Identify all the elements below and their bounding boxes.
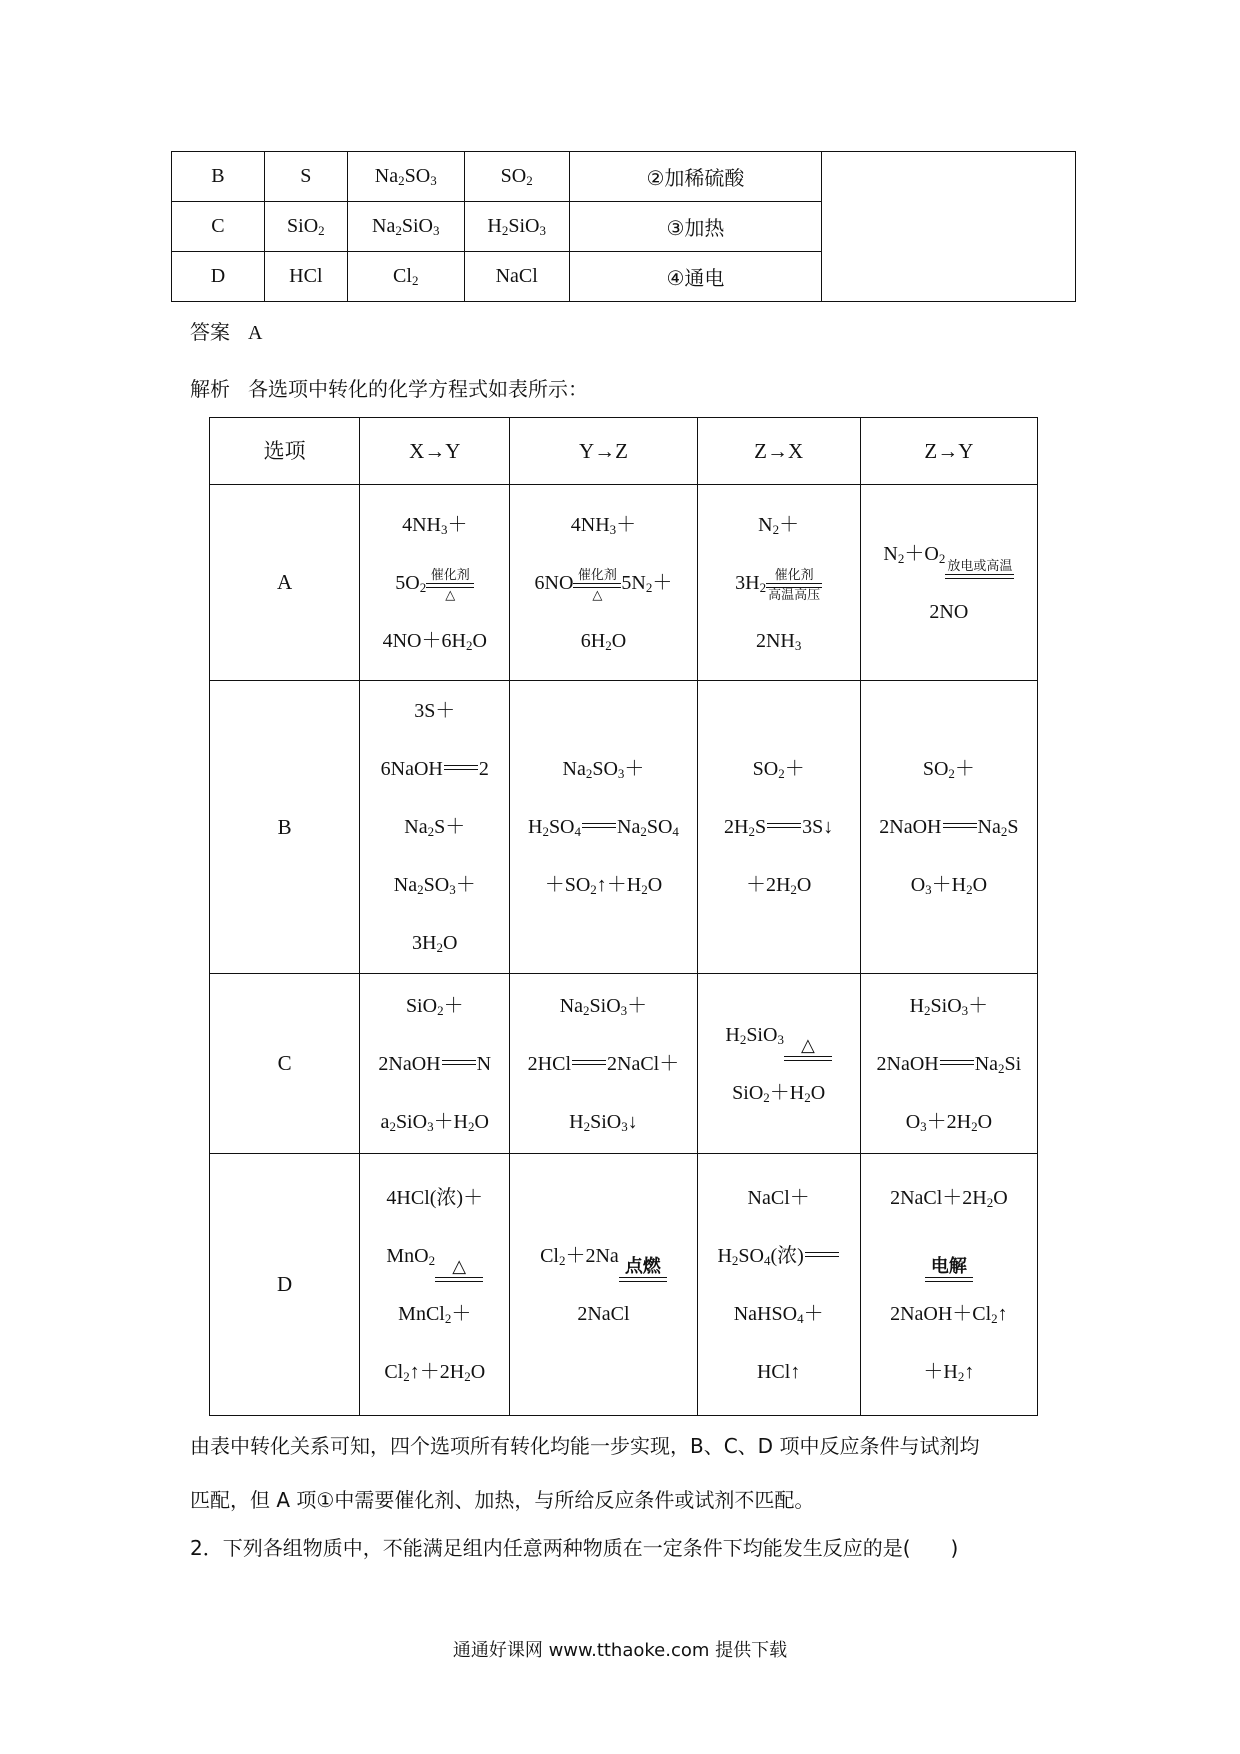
option-cell: C: [172, 202, 265, 252]
condition-mark: △: [784, 1037, 832, 1062]
condition-cell: ②加稀硫酸: [569, 152, 822, 202]
equation-cell: $SO_2+$ 2NaOH $Na_2S$ $O_3+H_2O$: [860, 681, 1037, 974]
header-y-z: Y→Z: [510, 418, 697, 485]
condition-mark: 催化剂 △: [573, 569, 621, 602]
footer-source: 通通好课网 www.tthaoke.com 提供下载: [452, 1640, 788, 1661]
equation-cell: NaCl＋ $H_2SO_4$(浓) NaHSO$_4$＋ HCl↑: [697, 1154, 860, 1416]
equation-cell: $H_2SiO_3+$ 2NaOH $Na_2Si$ $O_3+2H_2O$: [860, 974, 1037, 1154]
option-cell: C: [210, 974, 360, 1154]
x-cell: S: [264, 152, 347, 202]
equation-cell: $2NaCl+2H_2O$ 电解 $2NaOH+Cl_2↑$ $+H_2↑$: [860, 1154, 1037, 1416]
y-cell: $Na_2SO_3$: [347, 152, 464, 202]
answer-label: 答案: [190, 320, 230, 344]
table-row: [210, 681, 1038, 974]
condition-mark: 催化剂 △: [426, 569, 474, 602]
table-row: [172, 152, 1076, 202]
conclusion-line-1: 由表中转化关系可知，四个选项所有转化均能一步实现，B、C、D 项中反应条件与试剂均: [190, 1434, 980, 1458]
equation-cell: 3S＋ 6NaOH 2 $Na_2S+$ $Na_2SO_3+$ $3H_2O$: [360, 681, 510, 974]
analysis-line: [190, 373, 588, 402]
condition-mark: 电解: [925, 1258, 973, 1283]
reaction-table: [209, 417, 1038, 1416]
option-cell: B: [210, 681, 360, 974]
table-row: [210, 1154, 1038, 1416]
answer-value: A: [248, 322, 263, 344]
blank-cell: [822, 152, 1076, 302]
equation-cell: 4HCl(浓)＋ MnO$_2$ △ MnCl$_2$＋ $Cl_2↑+2H_2O$: [360, 1154, 510, 1416]
question-text: 2．下列各组物质中，不能满足组内任意两种物质在一定条件下均能发生反应的是( ): [190, 1536, 959, 1560]
x-cell: SiO$_2$: [264, 202, 347, 252]
analysis-text: 各选项中转化的化学方程式如表所示：: [248, 377, 588, 401]
equation-cell: $Na_2SiO_3+$ 2HCl 2NaCl＋ $H_2SiO_3↓$: [510, 974, 697, 1154]
header-x-y: X→Y: [360, 418, 510, 485]
option-cell: D: [172, 252, 265, 302]
analysis-label: 解析: [190, 377, 230, 401]
conclusion-line-2: 匹配，但 A 项①中需要催化剂、加热，与所给反应条件或试剂不匹配。: [190, 1488, 815, 1512]
condition-cell: ③加热: [569, 202, 822, 252]
x-cell: HCl: [264, 252, 347, 302]
table-row: [210, 974, 1038, 1154]
answer-line: [190, 316, 262, 345]
y-cell: $Cl_2$: [347, 252, 464, 302]
options-table: [171, 151, 1076, 302]
header-z-y: Z→Y: [860, 418, 1037, 485]
equation-cell: $N_2+O_2$ 放电或高温 2NO: [860, 485, 1037, 681]
condition-mark: 点燃: [619, 1258, 667, 1283]
table-row: [210, 485, 1038, 681]
y-cell: $Na_2SiO_3$: [347, 202, 464, 252]
option-cell: D: [210, 1154, 360, 1416]
condition-cell: ④通电: [569, 252, 822, 302]
equation-cell: $Cl_2+2Na$ 点燃 2NaCl: [510, 1154, 697, 1416]
equation-cell: $4NH_3+$ $5O_2$ 催化剂 △ $4NO+6H_2O$: [360, 485, 510, 681]
option-cell: B: [172, 152, 265, 202]
table-header-row: [210, 418, 1038, 485]
z-cell: NaCl: [464, 252, 569, 302]
equation-cell: $SO_2+$ $2H_2S$ 3S↓ $+2H_2O$: [697, 681, 860, 974]
equation-cell: SiO$_2$＋ 2NaOH N $a_2SiO_3+H_2O$: [360, 974, 510, 1154]
option-cell: A: [210, 485, 360, 681]
equation-cell: $N_2+$ $3H_2$ 催化剂 高温高压 $2NH_3$: [697, 485, 860, 681]
header-option: 选项: [210, 418, 360, 485]
z-cell: $SO_2$: [464, 152, 569, 202]
header-z-x: Z→X: [697, 418, 860, 485]
condition-mark: 催化剂 高温高压: [768, 567, 821, 603]
equation-cell: $Na_2SO_3+$ $H_2SO_4$ $Na_2SO_4$ $+SO_2↑+H_2O$: [510, 681, 697, 974]
condition-mark: 放电或高温: [945, 560, 1014, 580]
z-cell: $H_2SiO_3$: [464, 202, 569, 252]
equation-cell: $4NH_3+$ 6NO 催化剂 △ $5N_2+$ $6H_2O$: [510, 485, 697, 681]
condition-mark: △: [435, 1258, 483, 1283]
equation-cell: $H_2SiO_3$ △ $SiO_2+H_2O$: [697, 974, 860, 1154]
